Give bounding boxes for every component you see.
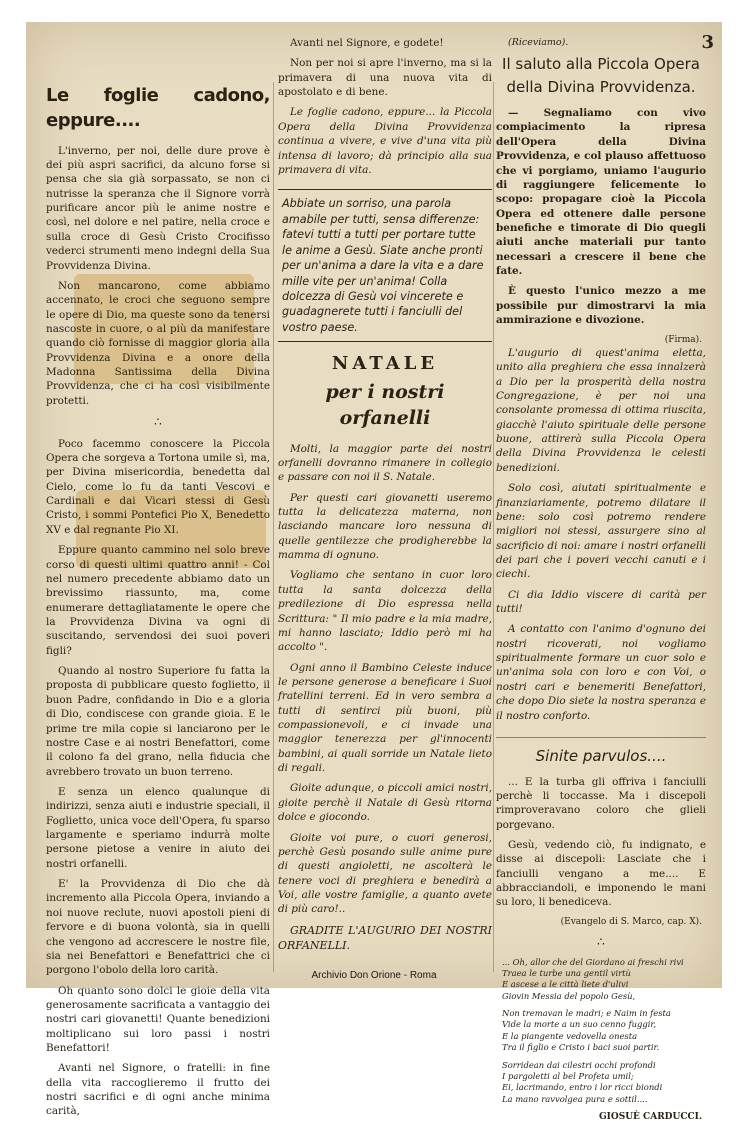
poem-stanza xyxy=(502,1060,706,1105)
paragraph: È questo l'unico mezzo a me possibile pur dimostrarvi la mia ammirazione e divozione. xyxy=(496,285,706,327)
paragraph: A contatto con l'animo d'ognuno dei nostri ricoverati, noi vogliamo spiritualmente formare un cuor solo e un'anima sola con loro e con Voi, o nostri cari e benemeriti Benefattori, che dopo Dio siete la nostra speranza e il nostro conforto. xyxy=(496,623,706,722)
poem-stanza xyxy=(502,1008,706,1053)
paragraph: Gesù, vedendo ciò, fu indignato, e disse ai discepoli: Lasciate che i fanciulli vengano a me.... E abbracciandoli, e imponendo le mani su loro, li benediceva. xyxy=(496,839,706,909)
signature-note: (Firma). xyxy=(664,334,702,345)
newspaper-page xyxy=(26,22,722,1122)
paragraph: L'augurio di quest'anima eletta, unito alla preghiera che essa innalzerà a Dio per la prosperità della nostra Congregazione, è per noi una consolante promessa di ottima riuscita, giacchè l'aiuto spirituale delle persone buone, attirerà sulla Piccola Opera della Divina Provvidenza le celesti benedizioni. xyxy=(496,346,706,474)
natale-title: NATALE xyxy=(331,353,439,375)
paragraph: Non mancarono, come abbiamo accennato, le croci che seguono sempre le opere di Dio, ma queste sono da tenersi nascoste in cuore, o al più da manifestare quando ciò fornisse di maggior gloria alla Provvidenza Divina e a onore della Madonna Santissima della Divina Provvidenza, che ci ha così visibilmente protetti. xyxy=(46,279,270,407)
paragraph: Poco facemmo conoscere la Piccola Opera che sorgeva a Tortona umile sì, ma, per Divina misericordia, benedetta dal Cielo, come lo fu da tanti Vescovi e Cardinali e dai Vicari stessi di Gesù Cristo, i sommi Pontefici Pio X, Benedetto XV e dal regnante Pio XI. xyxy=(46,437,270,536)
paragraph: Avanti nel Signore, e godete! xyxy=(290,37,444,49)
paragraph: Gioite adunque, o piccoli amici nostri, gioite perchè il Natale di Gesù ritorna dolce e giocondo. xyxy=(278,782,492,824)
column-rule xyxy=(493,82,494,972)
paragraph: E senza un elenco qualunque di indirizzi, senza aiuti e industrie speciali, il Foglietto, unica voce dell'Opera, fu sparso largamente e speriamo indurrà molte persone pietose a venire in aiuto dei nostri orfanelli. xyxy=(46,785,270,870)
paragraph: Molti, la maggior parte dei nostri orfanelli dovranno rimanere in collegio e passare con noi il S. Natale. xyxy=(278,442,492,484)
paragraph: L'inverno, per noi, delle dure prove è dei più aspri sacrifici, da alcuno forse si pensa che sia già sorpassato, se non ci nutrisse la speranza che il Signore vorrà purificare ancor più le anime nostre e così, nel dolore e nel patire, nella croce e sulla croce di Gesù Cristo Crocifisso vederci strumenti meno indegni della Sua Provvidenza Divina. xyxy=(46,144,270,272)
archive-credit: Archivio Don Orione - Roma xyxy=(311,970,437,981)
poem-line: La mano ravvolgea pura e sottil.... xyxy=(502,1093,648,1104)
paragraph: Per questi cari giovanetti useremo tutta la delicatezza materna, non lasciando mancare loro nessuna di quelle gentilezze che prodigherebbe la mamma di ognuno. xyxy=(278,491,492,562)
section-separator: ∴ xyxy=(597,935,605,950)
article-title: Il saluto alla Piccola Opera della Divina Provvidenza. xyxy=(502,55,700,96)
paragraph: E' la Provvidenza di Dio che dà incremento alla Piccola Opera, inviando a noi nuove reclute, nuovi apostoli pieni di fervore e di buona volontà, sia in quelli che vengono ad accrescere le nostre file, sia nei Benefattori e Benefattrici che ci porgono l'obolo della loro carità. xyxy=(46,878,270,977)
paragraph: Solo così, aiutati spiritualmente e finanziariamente, potremo dilatare il bene: solo così potremo rendere migliori noi stessi, assurgere sino al sacrificio di noi: amare i nostri orfanelli dei pari che i poveri vecchi canuti e i ciechi. xyxy=(496,482,706,581)
paragraph: Avanti nel Signore, o fratelli: in fine della vita raccoglieremo il frutto dei nostri sacrifici e di ogni anche minima carità, xyxy=(46,1062,270,1118)
article-title: Sinite parvulos.... xyxy=(496,737,706,767)
column-left xyxy=(46,36,270,1125)
poem-line: Giovin Messia del popolo Gesù, xyxy=(502,990,636,1001)
column-rule xyxy=(273,82,274,972)
poem-line: E la piangente vedovella onesta xyxy=(502,1030,638,1041)
poem-author: GIOSUÈ CARDUCCI. xyxy=(598,1111,702,1122)
poem-line: Tra il figlio e Cristo i baci suoi partir. xyxy=(502,1042,660,1053)
paragraph: Vogliamo che sentano in cuor loro tutta la santa dolcezza della predilezione di Dio espressa nella Scrittura: " Il mio padre e la mia madre, mi hanno lasciato; Iddio però mi ha accolto ". xyxy=(278,569,492,654)
section-separator: ∴ xyxy=(154,415,162,430)
column-right xyxy=(496,36,706,1123)
article-title: Le foglie cadono, eppure.... xyxy=(46,85,270,131)
poem xyxy=(502,957,706,1123)
poem-line: Vide la morte a un suo cenno fuggir, xyxy=(502,1019,657,1030)
received-note: (Riceviamo). xyxy=(508,37,569,48)
paragraph: Quando al nostro Superiore fu fatta la proposta di pubblicare questo foglietto, il buon Padre, confidando in Dio e a gloria di Dio, condiscese con grande gioia. E le prime tre mila copie si lanciarono per le nostre Case e ai nostri Benefattori, come il colono fa del grano, nella fiducia che avrebbero trovato un buon terreno. xyxy=(46,665,270,778)
poem-line: Traea le turbe una gentil virtù xyxy=(502,968,631,979)
paragraph: Oh quanto sono dolci le gioie della vita generosamente sacrificata a vantaggio dei nostri cari giovanetti! Quante benedizioni moltiplicano sui loro passi i nostri Benefattori! xyxy=(46,984,270,1055)
natale-subtitle: per i nostri orfanelli xyxy=(325,381,445,430)
paragraph: Ci dia Iddio viscere di carità per tutti! xyxy=(496,588,706,616)
poem-line: Sorridean dai cilestri occhi profondi xyxy=(502,1059,656,1070)
poem-line: Ei, lacrimando, entro i lor ricci biondi xyxy=(502,1082,663,1093)
poem-line: E ascese a le città liete d'ulivi xyxy=(502,979,629,990)
scripture-reference: (Evangelo di S. Marco, cap. X). xyxy=(560,916,702,927)
paragraph: Ogni anno il Bambino Celeste induce le persone generose a beneficare i Suoi fratellini terreni. Ed in vero sembra a tutti di sentirci più buoni, più compassionevoli, e ci invade una maggior tenerezza per gl'innocenti bambini, ai quali sorride un Natale lieto di regali. xyxy=(278,661,492,775)
poem-line: ... Oh, allor che del Giordano ai freschi rivi xyxy=(502,956,684,967)
paragraph: Le foglie cadono, eppure... la Piccola Opera della Divina Provvidenza continua a vivere, e vive d'una vita più intensa di lavoro; dà principio alla sua primavera di vita. xyxy=(278,106,492,176)
page-number: 3 xyxy=(701,32,714,53)
paragraph: Gioite voi pure, o cuori generosi, perchè Gesù posando sulle anime pure di questi angioletti, ne ascolterà le tenere voci di preghiera e benedirà a Voi, alle vostre famiglie, a quanto avete di più caro!.. xyxy=(278,831,492,916)
boxed-quote: Abbiate un sorriso, una parola amabile per tutti, sensa differenze: fatevi tutti a tutti per portare tutte le anime a Gesù. Siate anche pronti per un'anima a dare la vita e a dare mille vite per un'anima! Colla dolcezza di Gesù voi vincerete e guadagnerete tutti i fanciulli del vostro paese. xyxy=(278,189,492,342)
paragraph: ... E la turba gli offriva i fanciulli perchè li toccasse. Ma i discepoli rimproveravano coloro che glieli porgevano. xyxy=(496,775,706,831)
paragraph: — Segnaliamo con vivo compiacimento la ripresa dell'Opera della Divina Provvidenza, e col plauso affettuoso che vi porgiamo, uniamo l'augurio di raggiungere felicemente lo scopo: propagare cioè la Piccola Opera ed ottenere dalle persone benefiche e timorate di Dio quegli aiuti anche materiali pur tanto necessari a crescere il bene che fate. xyxy=(496,107,706,278)
column-middle xyxy=(278,36,492,959)
poem-line: I pargoletti al bel Profeta umil; xyxy=(502,1070,634,1081)
paragraph: GRADITE L'AUGURIO DEI NOSTRI ORFANELLI. xyxy=(278,923,492,952)
poem-line: Non tremavan le madri; e Naim in festa xyxy=(502,1008,671,1019)
paragraph: Eppure quanto cammino nel solo breve corso di questi ultimi quattro anni! - Col nel numero precedente abbiamo dato un brevissimo riassunto, ma, come enumerare dettagliatamente le opere che la Provvidenza Divina va ogni di suscitando, servendosi dei suoi poveri figli? xyxy=(46,544,270,657)
paragraph: Non per noi si apre l'inverno, ma si la primavera di una nuova vita di apostolato e di bene. xyxy=(278,57,492,99)
